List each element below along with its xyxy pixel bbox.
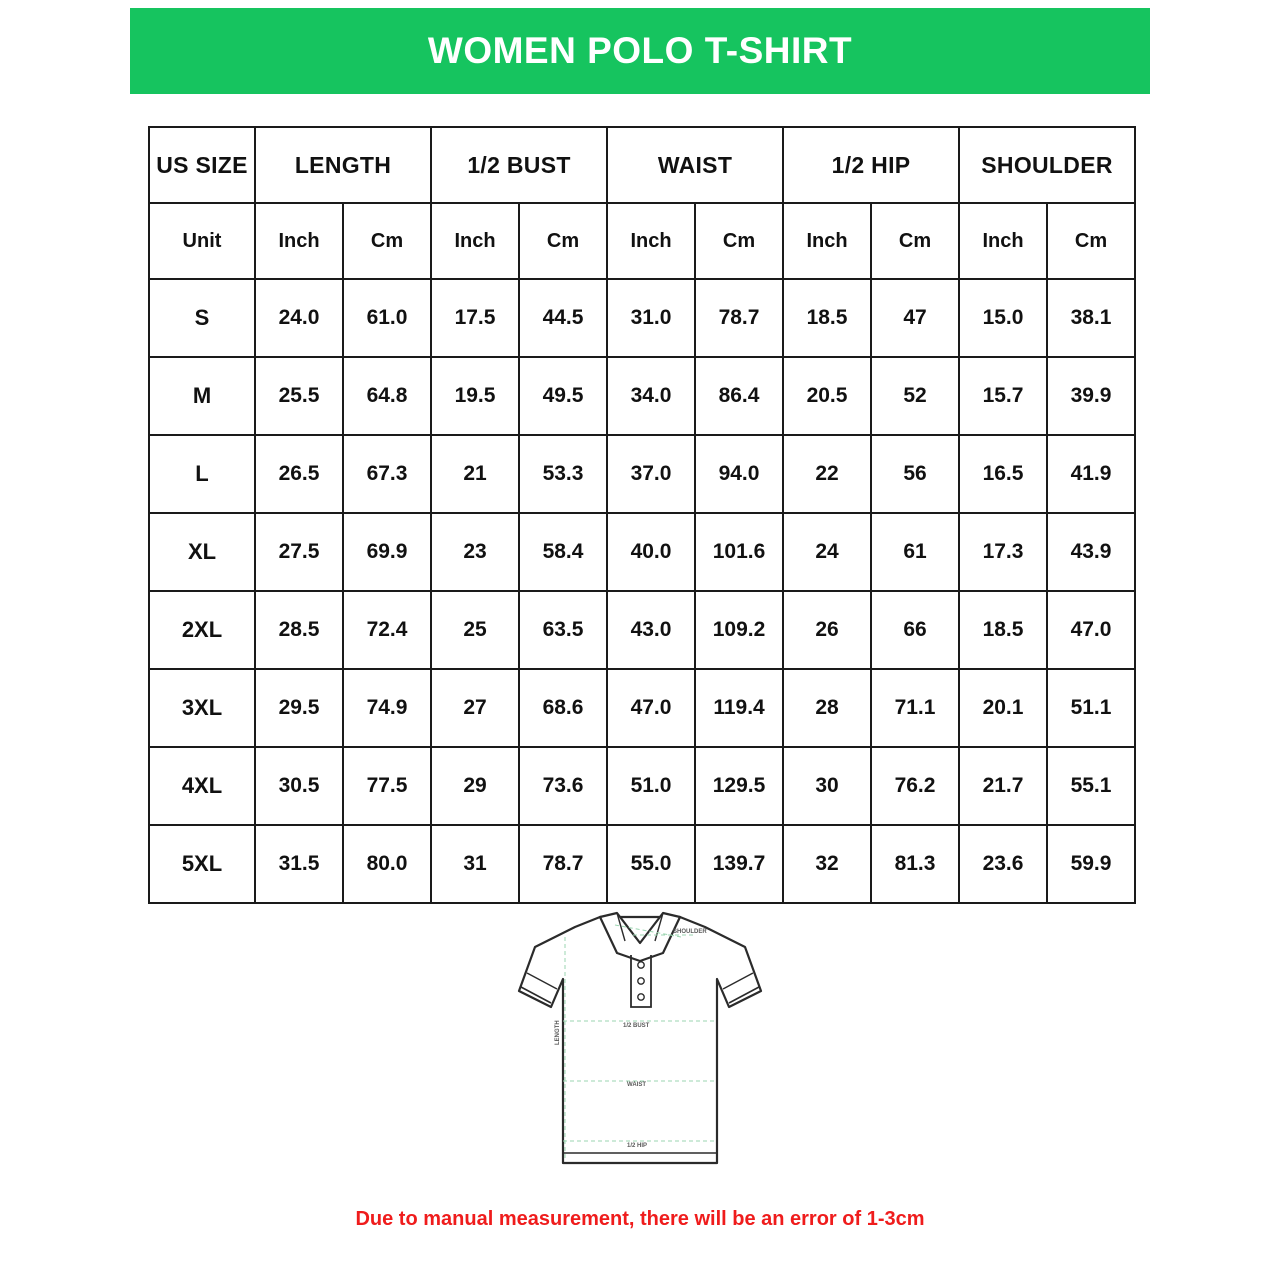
- figure-label-length: LENGTH: [555, 1020, 561, 1045]
- page-title: WOMEN POLO T-SHIRT: [427, 30, 853, 71]
- cell-bust-inch: 17.5: [431, 279, 519, 357]
- cell-hip-cm: 52: [871, 357, 959, 435]
- unit-hip-inch: Inch: [783, 203, 871, 279]
- cell-bust-inch: 21: [431, 435, 519, 513]
- cell-bust-cm: 44.5: [519, 279, 607, 357]
- cell-length-cm: 69.9: [343, 513, 431, 591]
- cell-shoulder-inch: 23.6: [959, 825, 1047, 903]
- cell-bust-cm: 49.5: [519, 357, 607, 435]
- cell-bust-inch: 27: [431, 669, 519, 747]
- polo-shirt-diagram: [505, 895, 775, 1185]
- cell-waist-cm: 119.4: [695, 669, 783, 747]
- cell-bust-inch: 19.5: [431, 357, 519, 435]
- cell-shoulder-cm: 51.1: [1047, 669, 1135, 747]
- cell-shoulder-inch: 15.7: [959, 357, 1047, 435]
- cell-hip-inch: 24: [783, 513, 871, 591]
- cell-hip-inch: 18.5: [783, 279, 871, 357]
- cell-bust-inch: 29: [431, 747, 519, 825]
- cell-waist-inch: 40.0: [607, 513, 695, 591]
- cell-bust-inch: 31: [431, 825, 519, 903]
- cell-hip-inch: 30: [783, 747, 871, 825]
- table-row: [149, 591, 1135, 669]
- cell-shoulder-inch: 20.1: [959, 669, 1047, 747]
- unit-bust-inch: Inch: [431, 203, 519, 279]
- cell-shoulder-cm: 38.1: [1047, 279, 1135, 357]
- cell-waist-cm: 78.7: [695, 279, 783, 357]
- row-size-label: XL: [149, 513, 255, 591]
- row-size-label: M: [149, 357, 255, 435]
- cell-shoulder-cm: 55.1: [1047, 747, 1135, 825]
- cell-bust-inch: 23: [431, 513, 519, 591]
- cell-shoulder-inch: 21.7: [959, 747, 1047, 825]
- cell-length-inch: 30.5: [255, 747, 343, 825]
- cell-length-inch: 26.5: [255, 435, 343, 513]
- unit-length-inch: Inch: [255, 203, 343, 279]
- measurement-note: Due to manual measurement, there will be an error of 1-3cm: [355, 1208, 925, 1230]
- figure-label-waist: WAIST: [627, 1082, 646, 1088]
- cell-length-cm: 64.8: [343, 357, 431, 435]
- cell-hip-cm: 56: [871, 435, 959, 513]
- cell-shoulder-inch: 18.5: [959, 591, 1047, 669]
- table-unit-row: [149, 203, 1135, 279]
- cell-shoulder-inch: 17.3: [959, 513, 1047, 591]
- group-header-half-hip: 1/2 HIP: [783, 127, 959, 203]
- size-table: [148, 126, 1136, 904]
- table-row: [149, 279, 1135, 357]
- cell-hip-cm: 61: [871, 513, 959, 591]
- cell-hip-cm: 47: [871, 279, 959, 357]
- table-row: [149, 357, 1135, 435]
- cell-bust-cm: 68.6: [519, 669, 607, 747]
- cell-hip-cm: 76.2: [871, 747, 959, 825]
- cell-waist-cm: 109.2: [695, 591, 783, 669]
- group-header-waist: WAIST: [607, 127, 783, 203]
- cell-waist-inch: 47.0: [607, 669, 695, 747]
- row-size-label: S: [149, 279, 255, 357]
- cell-length-cm: 72.4: [343, 591, 431, 669]
- cell-bust-cm: 58.4: [519, 513, 607, 591]
- cell-shoulder-cm: 47.0: [1047, 591, 1135, 669]
- cell-shoulder-cm: 39.9: [1047, 357, 1135, 435]
- cell-hip-inch: 22: [783, 435, 871, 513]
- table-row: [149, 435, 1135, 513]
- cell-waist-cm: 101.6: [695, 513, 783, 591]
- table-row: [149, 747, 1135, 825]
- cell-length-inch: 24.0: [255, 279, 343, 357]
- unit-shoulder-cm: Cm: [1047, 203, 1135, 279]
- cell-length-inch: 31.5: [255, 825, 343, 903]
- cell-length-cm: 74.9: [343, 669, 431, 747]
- figure-label-half-hip: 1/2 HIP: [627, 1143, 648, 1149]
- cell-length-cm: 80.0: [343, 825, 431, 903]
- cell-length-inch: 25.5: [255, 357, 343, 435]
- cell-length-cm: 77.5: [343, 747, 431, 825]
- table-group-header-row: [149, 127, 1135, 203]
- cell-waist-cm: 86.4: [695, 357, 783, 435]
- cell-bust-cm: 63.5: [519, 591, 607, 669]
- row-size-label: 3XL: [149, 669, 255, 747]
- row-size-label: 5XL: [149, 825, 255, 903]
- cell-bust-cm: 73.6: [519, 747, 607, 825]
- cell-length-cm: 61.0: [343, 279, 431, 357]
- figure-label-half-bust: 1/2 BUST: [623, 1023, 650, 1029]
- title-banner: [130, 8, 1150, 94]
- cell-waist-inch: 34.0: [607, 357, 695, 435]
- cell-hip-inch: 32: [783, 825, 871, 903]
- group-header-half-bust: 1/2 BUST: [431, 127, 607, 203]
- cell-length-cm: 67.3: [343, 435, 431, 513]
- group-header-us-size: US SIZE: [149, 127, 255, 203]
- cell-length-inch: 28.5: [255, 591, 343, 669]
- cell-shoulder-inch: 16.5: [959, 435, 1047, 513]
- table-row: [149, 513, 1135, 591]
- cell-hip-inch: 20.5: [783, 357, 871, 435]
- unit-label: Unit: [149, 203, 255, 279]
- cell-hip-inch: 28: [783, 669, 871, 747]
- row-size-label: L: [149, 435, 255, 513]
- unit-waist-cm: Cm: [695, 203, 783, 279]
- cell-shoulder-inch: 15.0: [959, 279, 1047, 357]
- cell-waist-inch: 51.0: [607, 747, 695, 825]
- group-header-length: LENGTH: [255, 127, 431, 203]
- cell-waist-inch: 43.0: [607, 591, 695, 669]
- unit-shoulder-inch: Inch: [959, 203, 1047, 279]
- cell-shoulder-cm: 41.9: [1047, 435, 1135, 513]
- cell-hip-cm: 71.1: [871, 669, 959, 747]
- row-size-label: 4XL: [149, 747, 255, 825]
- unit-length-cm: Cm: [343, 203, 431, 279]
- cell-waist-inch: 31.0: [607, 279, 695, 357]
- cell-length-inch: 27.5: [255, 513, 343, 591]
- unit-waist-inch: Inch: [607, 203, 695, 279]
- unit-hip-cm: Cm: [871, 203, 959, 279]
- cell-bust-cm: 53.3: [519, 435, 607, 513]
- cell-bust-inch: 25: [431, 591, 519, 669]
- cell-waist-inch: 37.0: [607, 435, 695, 513]
- cell-waist-inch: 55.0: [607, 825, 695, 903]
- cell-bust-cm: 78.7: [519, 825, 607, 903]
- cell-waist-cm: 94.0: [695, 435, 783, 513]
- cell-length-inch: 29.5: [255, 669, 343, 747]
- figure-label-shoulder: SHOULDER: [673, 929, 707, 935]
- unit-bust-cm: Cm: [519, 203, 607, 279]
- cell-shoulder-cm: 59.9: [1047, 825, 1135, 903]
- cell-waist-cm: 129.5: [695, 747, 783, 825]
- table-row: [149, 669, 1135, 747]
- size-table-container: [148, 126, 1132, 904]
- cell-shoulder-cm: 43.9: [1047, 513, 1135, 591]
- cell-hip-inch: 26: [783, 591, 871, 669]
- cell-waist-cm: 139.7: [695, 825, 783, 903]
- row-size-label: 2XL: [149, 591, 255, 669]
- cell-hip-cm: 66: [871, 591, 959, 669]
- table-row: [149, 825, 1135, 903]
- group-header-shoulder: SHOULDER: [959, 127, 1135, 203]
- cell-hip-cm: 81.3: [871, 825, 959, 903]
